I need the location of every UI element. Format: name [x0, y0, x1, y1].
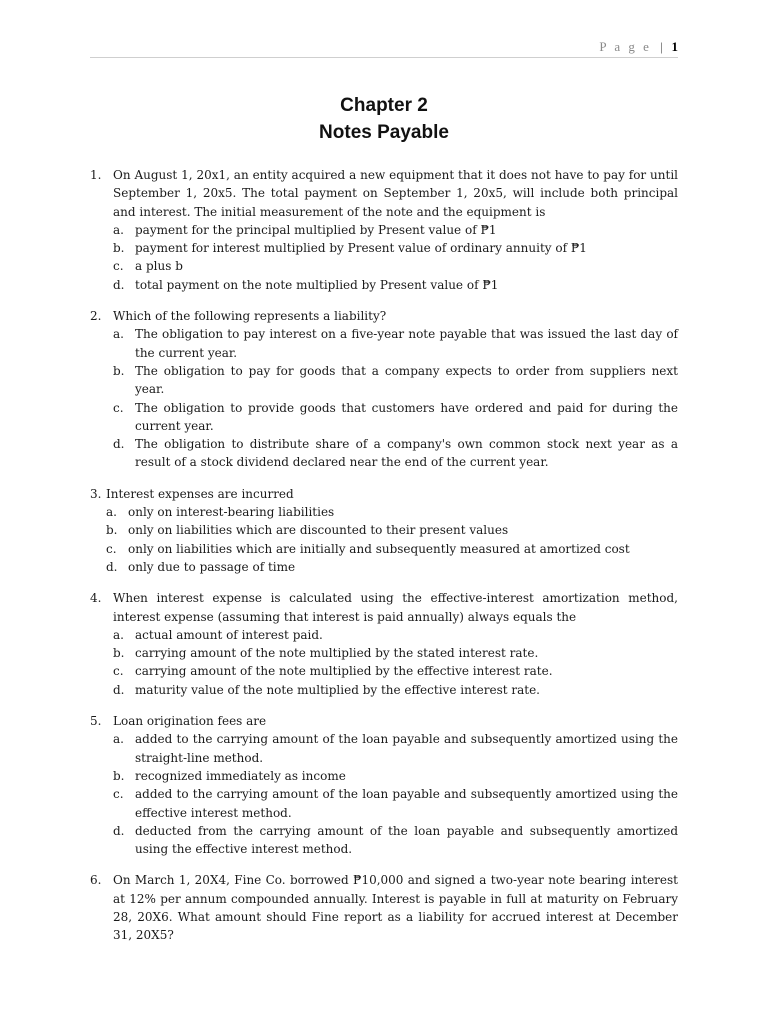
question-number: 5. — [90, 714, 102, 729]
option-letter: b. — [113, 363, 125, 378]
answer-option — [113, 767, 678, 785]
option-letter: d. — [113, 823, 125, 838]
option-text: The obligation to distribute share of a company's own common stock next year as a result of a stock dividend declared near the end of the current year. — [135, 437, 678, 470]
option-letter: a. — [113, 732, 124, 747]
option-text: added to the carrying amount of the loan payable and subsequently amortized using the effective interest method. — [135, 787, 678, 820]
answer-option — [113, 626, 678, 644]
option-text: deducted from the carrying amount of the loan payable and subsequently amortized using the effective interest method. — [135, 823, 678, 857]
chapter-title: Chapter 2 — [340, 95, 428, 116]
question-number: 4. — [90, 591, 102, 606]
option-letter: b. — [113, 646, 125, 661]
answer-option — [113, 239, 678, 257]
option-text: added to the carrying amount of the loan payable and subsequently amortized using the straight-line method. — [135, 732, 678, 765]
option-letter: c. — [113, 259, 124, 274]
option-letter: a. — [113, 627, 124, 642]
option-letter: d. — [106, 559, 118, 574]
question-item — [90, 589, 678, 699]
question-body — [106, 485, 678, 576]
answer-option — [113, 644, 678, 662]
option-text: only on interest-bearing liabilities — [128, 505, 335, 520]
option-text: only on liabilities which are discounted to their present values — [128, 523, 509, 538]
question-body — [113, 871, 678, 944]
option-text: maturity value of the note multiplied by the effective interest rate. — [135, 682, 540, 697]
question-item — [90, 307, 678, 472]
answer-option — [113, 276, 678, 294]
option-letter: c. — [113, 664, 124, 679]
option-letter: b. — [106, 523, 118, 538]
question-item — [90, 485, 678, 576]
answer-option — [113, 257, 678, 275]
answer-option — [113, 730, 678, 767]
answer-option — [106, 521, 678, 539]
option-text: only due to passage of time — [128, 559, 296, 574]
option-letter: c. — [113, 400, 124, 415]
question-item — [90, 166, 678, 294]
answer-option — [113, 362, 678, 399]
page-separator: | — [660, 39, 663, 54]
page-number: 1 — [671, 39, 678, 54]
answer-option — [106, 503, 678, 521]
answer-option — [113, 399, 678, 436]
question-number: 2. — [90, 309, 102, 324]
option-letter: b. — [113, 768, 125, 783]
question-text: When interest expense is calculated using the effective-interest amortization method, interest expense (assuming that interest is paid annually) always equals the — [113, 591, 678, 624]
option-text: recognized immediately as income — [135, 768, 346, 783]
question-number: 6. — [90, 873, 102, 888]
answer-option — [106, 540, 678, 558]
option-text: total payment on the note multiplied by Present value of ₱1 — [135, 277, 499, 292]
page-label: P a g e — [599, 39, 652, 54]
question-item — [90, 712, 678, 858]
option-letter: c. — [106, 541, 117, 556]
option-letter: b. — [113, 241, 125, 256]
answer-option — [113, 681, 678, 699]
answer-option — [113, 662, 678, 680]
question-text: Interest expenses are incurred — [106, 486, 294, 501]
option-letter: a. — [113, 327, 124, 342]
question-text: Which of the following represents a liability? — [113, 309, 387, 324]
option-text: carrying amount of the note multiplied by the stated interest rate. — [135, 646, 539, 661]
option-text: a plus b — [135, 259, 183, 274]
option-text: actual amount of interest paid. — [135, 627, 323, 642]
option-text: carrying amount of the note multiplied by the effective interest rate. — [135, 664, 553, 679]
question-item — [90, 871, 678, 944]
question-number: 3. — [90, 486, 102, 501]
option-text: payment for interest multiplied by Present value of ordinary annuity of ₱1 — [135, 241, 587, 256]
question-body — [113, 712, 678, 858]
question-number: 1. — [90, 168, 102, 182]
option-letter: d. — [113, 277, 125, 292]
option-letter: d. — [113, 437, 125, 452]
answer-option — [113, 221, 678, 239]
option-text: The obligation to pay interest on a five-year note payable that was issued the last day of the current year. — [135, 327, 678, 360]
question-text: On August 1, 20x1, an entity acquired a new equipment that it does not have to pay for until September 1, 20x5. The total payment on September 1, 20x5, will include both principal and interest. The initial measurement of the note and the equipment is — [113, 168, 678, 219]
header-rule — [90, 57, 678, 58]
question-body — [113, 307, 678, 472]
question-list — [90, 166, 678, 958]
answer-option — [113, 435, 678, 472]
question-body — [113, 166, 678, 294]
title-block — [90, 92, 678, 146]
option-letter: a. — [106, 505, 117, 520]
option-text: The obligation to pay for goods that a company expects to order from suppliers next year. — [135, 363, 678, 397]
option-letter: d. — [113, 682, 125, 697]
option-letter: c. — [113, 787, 124, 802]
answer-option — [113, 822, 678, 859]
chapter-subtitle: Notes Payable — [319, 122, 449, 143]
page-header — [599, 39, 678, 55]
option-letter: a. — [113, 222, 124, 237]
question-text: On March 1, 20X4, Fine Co. borrowed ₱10,000 and signed a two-year note bearing interest at 12% per annum compounded annually. Interest is payable in full at maturity on February 28, 20X6. What amount should Fine report as a liability for accrued interest at December 31, 20X5? — [113, 873, 678, 943]
option-text: The obligation to provide goods that customers have ordered and paid for during the current year. — [135, 400, 678, 433]
question-body — [113, 589, 678, 699]
answer-option — [106, 558, 678, 576]
question-text: Loan origination fees are — [113, 714, 267, 729]
option-text: only on liabilities which are initially and subsequently measured at amortized cost — [128, 541, 630, 556]
answer-option — [113, 325, 678, 362]
answer-option — [113, 785, 678, 822]
option-text: payment for the principal multiplied by Present value of ₱1 — [135, 222, 497, 237]
